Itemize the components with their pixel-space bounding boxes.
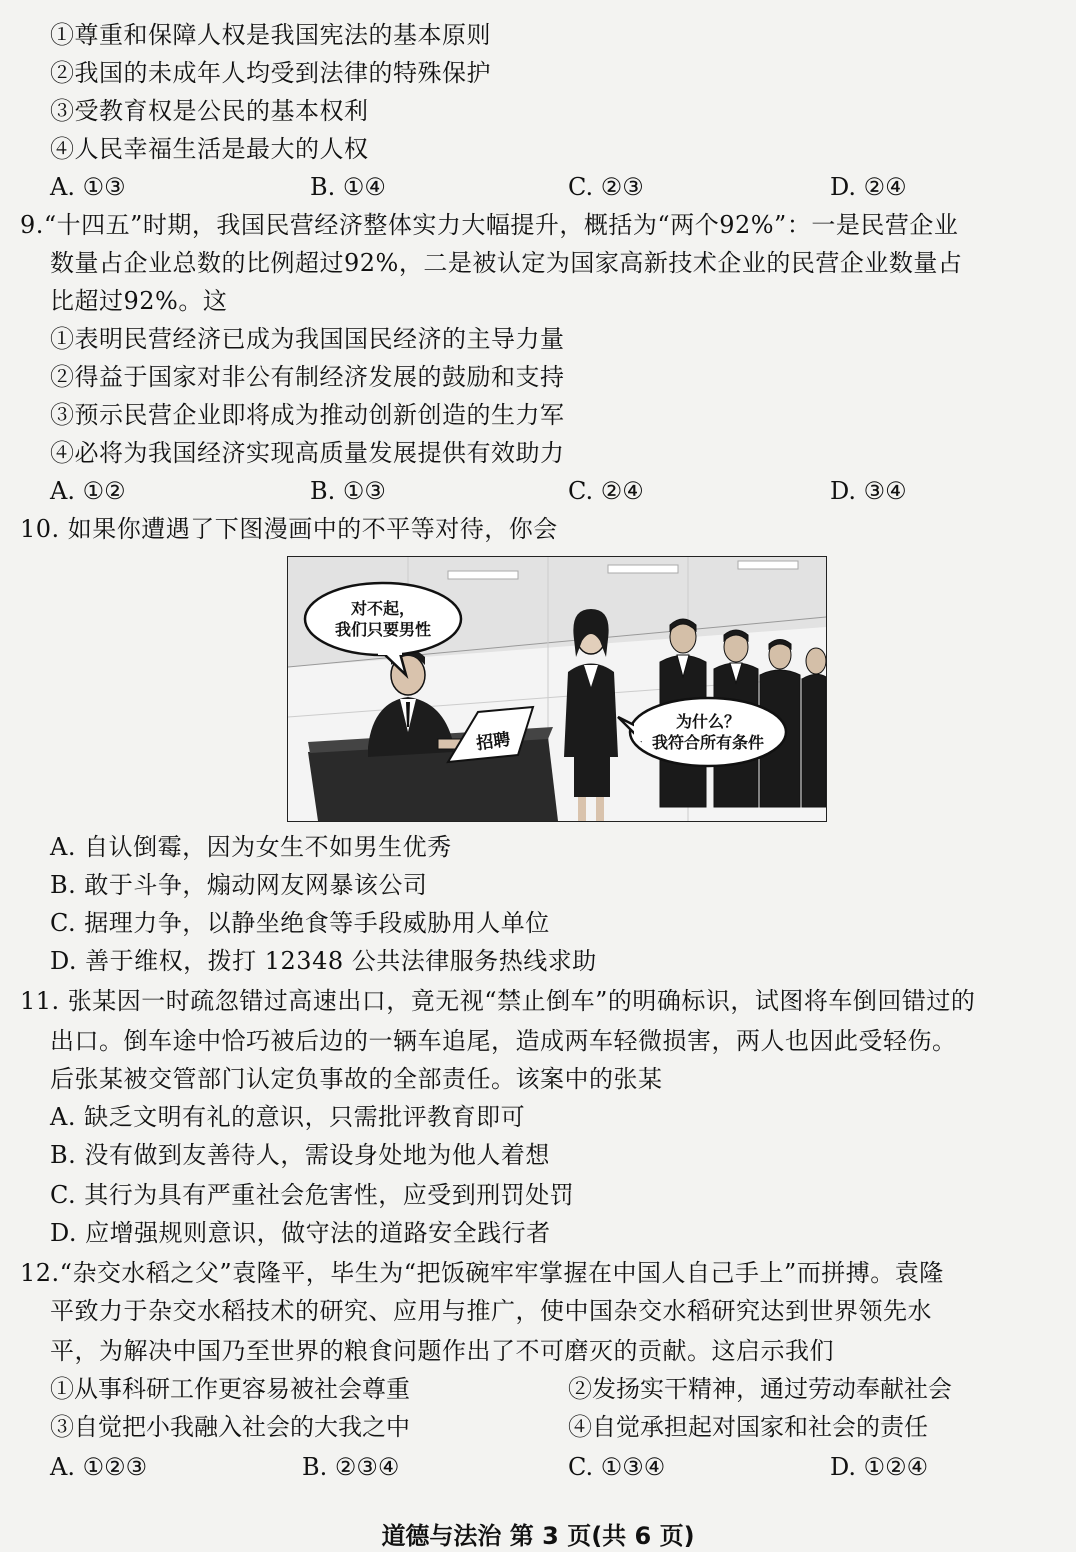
comic-bubble-left-line-2: 我们只要男性 — [334, 620, 431, 639]
q9-option-a: A. ①② — [50, 477, 126, 505]
q9-stem-line-1: 9.“十四五”时期，我国民营经济整体实力大幅提升，概括为“两个92%”：一是民营企业 — [20, 211, 959, 239]
q8-item-3: ③受教育权是公民的基本权利 — [50, 97, 369, 125]
q12-item-4: ④自觉承担起对国家和社会的责任 — [568, 1413, 928, 1441]
q11-stem-line-1: 11. 张某因一时疏忽错过高速出口，竟无视“禁止倒车”的明确标识，试图将车倒回错过的 — [20, 987, 976, 1015]
q8-item-2: ②我国的未成年人均受到法律的特殊保护 — [50, 59, 491, 87]
q11-option-d: D. 应增强规则意识，做守法的道路安全践行者 — [50, 1219, 551, 1247]
q8-item-4: ④人民幸福生活是最大的人权 — [50, 135, 369, 163]
q12-stem-line-3: 平，为解决中国乃至世界的粮食问题作出了不可磨灭的贡献。这启示我们 — [50, 1337, 834, 1365]
q8-option-d: D. ②④ — [830, 173, 907, 201]
q11-stem-line-2: 出口。倒车途中恰巧被后边的一辆车追尾，造成两车轻微损害，两人也因此受轻伤。 — [50, 1027, 957, 1055]
q9-item-3: ③预示民营企业即将成为推动创新创造的生力军 — [50, 401, 565, 429]
q10-option-a: A. 自认倒霉，因为女生不如男生优秀 — [50, 833, 452, 861]
q8-option-b: B. ①④ — [310, 173, 386, 201]
q8-option-a: A. ①③ — [50, 173, 126, 201]
comic-bubble-applicant — [638, 711, 778, 753]
q12-option-d: D. ①②④ — [830, 1453, 929, 1481]
page-footer: 道德与法治 第 3 页(共 6 页) — [381, 1522, 695, 1550]
q10-option-d: D. 善于维权，拨打 12348 公共法律服务热线求助 — [50, 947, 597, 975]
comic-bubble-left-line-1: 对不起， — [350, 599, 415, 618]
q10-stem: 10. 如果你遭遇了下图漫画中的不平等对待，你会 — [20, 515, 558, 543]
q9-item-4: ④必将为我国经济实现高质量发展提供有效助力 — [50, 439, 565, 467]
comic-bubble-right-line-2: 我符合所有条件 — [651, 733, 764, 752]
q11-option-c: C. 其行为具有严重社会危害性，应受到刑罚处罚 — [50, 1181, 575, 1209]
q11-option-a: A. 缺乏文明有礼的意识，只需批评教育即可 — [50, 1103, 526, 1131]
q11-option-b: B. 没有做到友善待人，需设身处地为他人着想 — [50, 1141, 550, 1169]
comic-bubble-interviewer — [318, 598, 448, 640]
q10-option-c: C. 据理力争，以静坐绝食等手段威胁用人单位 — [50, 909, 550, 937]
q9-item-2: ②得益于国家对非公有制经济发展的鼓励和支持 — [50, 363, 565, 391]
q9-option-d: D. ③④ — [830, 477, 907, 505]
q9-option-b: B. ①③ — [310, 477, 386, 505]
q8-item-1: ①尊重和保障人权是我国宪法的基本原则 — [50, 21, 491, 49]
q9-option-c: C. ②④ — [568, 477, 644, 505]
q9-item-1: ①表明民营经济已成为我国国民经济的主导力量 — [50, 325, 565, 353]
q12-stem-line-2: 平致力于杂交水稻技术的研究、应用与推广，使中国杂交水稻研究达到世界领先水 — [50, 1297, 932, 1325]
comic-recruit-sign: 招聘 — [475, 729, 512, 755]
q9-stem-line-2: 数量占企业总数的比例超过92%，二是被认定为国家高新技术企业的民营企业数量占 — [50, 249, 963, 277]
q12-item-2: ②发扬实干精神，通过劳动奉献社会 — [568, 1375, 952, 1403]
q12-option-b: B. ②③④ — [302, 1453, 400, 1481]
q8-option-c: C. ②③ — [568, 173, 644, 201]
q12-option-a: A. ①②③ — [50, 1453, 148, 1481]
comic-illustration — [287, 556, 827, 822]
q12-option-c: C. ①③④ — [568, 1453, 666, 1481]
q12-item-1: ①从事科研工作更容易被社会尊重 — [50, 1375, 410, 1403]
q12-item-3: ③自觉把小我融入社会的大我之中 — [50, 1413, 410, 1441]
comic-bubble-right-line-1: 为什么？ — [675, 712, 740, 731]
q12-stem-line-1: 12.“杂交水稻之父”袁隆平，毕生为“把饭碗牢牢掌握在中国人自己手上”而拼搏。袁隆 — [20, 1259, 944, 1287]
q10-option-b: B. 敢于斗争，煽动网友网暴该公司 — [50, 871, 428, 899]
q11-stem-line-3: 后张某被交管部门认定负事故的全部责任。该案中的张某 — [50, 1065, 663, 1093]
q9-stem-line-3: 比超过92%。这 — [50, 287, 228, 315]
